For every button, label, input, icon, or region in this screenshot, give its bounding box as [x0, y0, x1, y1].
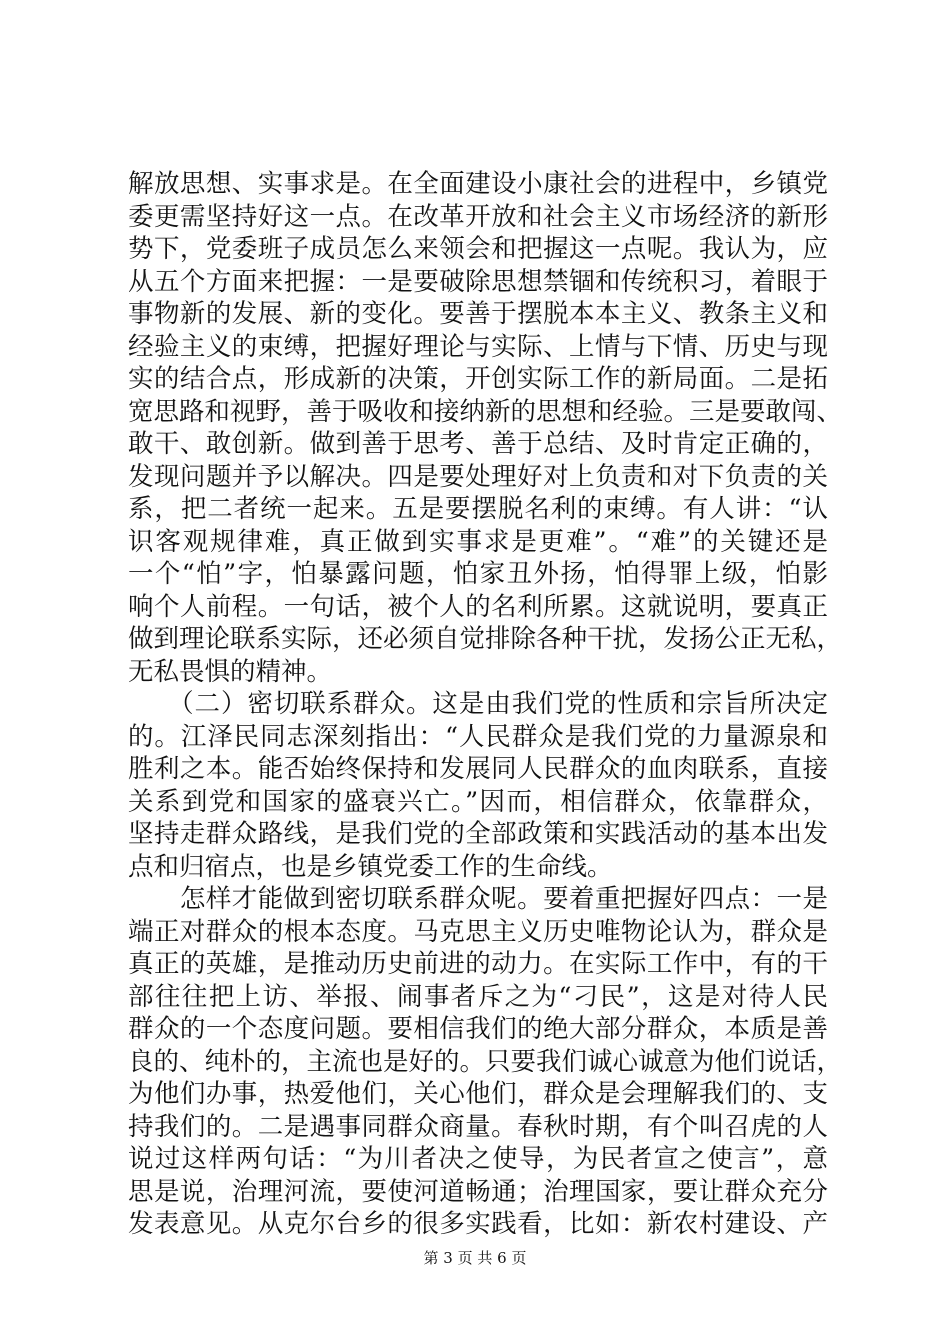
text-line: 胜利之本。能否始终保持和发展同人民群众的血肉联系，直接	[128, 754, 828, 784]
text-line: 说过这样两句话：“为川者决之使导，为民者宣之使言”，意	[128, 1144, 828, 1174]
text-line: 敢干、敢创新。做到善于思考、善于总结、及时肯定正确的，	[128, 429, 828, 459]
text-line: 系，把二者统一起来。五是要摆脱名利的束缚。有人讲：“认	[128, 494, 828, 524]
text-line: 为他们办事，热爱他们，关心他们，群众是会理解我们的、支	[128, 1079, 828, 1109]
text-line: 响个人前程。一句话，被个人的名利所累。这就说明，要真正	[128, 591, 828, 622]
text-line: 识客观规律难，真正做到实事求是更难”。“难”的关键还是	[128, 526, 828, 557]
text-line: 群众的一个态度问题。要相信我们的绝大部分群众，本质是善	[128, 1014, 828, 1044]
text-line: 委更需坚持好这一点。在改革开放和社会主义市场经济的新形	[128, 201, 828, 232]
page-footer: 第 3 页 共 6 页	[423, 1249, 527, 1267]
text-line: 经验主义的束缚，把握好理论与实际、上情与下情、历史与现	[128, 331, 828, 362]
text-line: 做到理论联系实际，还必须自觉排除各种干扰，发扬公正无私，	[128, 624, 843, 654]
text-line: 解放思想、实事求是。在全面建设小康社会的进程中，乡镇党	[128, 169, 828, 199]
text-line: 思是说，治理河流，要使河道畅通；治理国家，要让群众充分	[128, 1176, 828, 1207]
text-line: 无私畏惧的精神。	[128, 656, 333, 687]
text-line: 宽思路和视野，善于吸收和接纳新的思想和经验。三是要敢闯、	[128, 396, 843, 427]
text-line: 点和归宿点，也是乡镇党委工作的生命线。	[128, 851, 613, 882]
text-line: 真正的英雄，是推动历史前进的动力。在实际工作中，有的干	[128, 949, 828, 979]
text-line: 事物新的发展、新的变化。要善于摆脱本本主义、教条主义和	[128, 299, 828, 329]
text-line: 良的、纯朴的，主流也是好的。只要我们诚心诚意为他们说话，	[128, 1046, 843, 1077]
text-line: 发现问题并予以解决。四是要处理好对上负责和对下负责的关	[128, 461, 828, 492]
text-line: （二）密切联系群众。这是由我们党的性质和宗旨所决定	[128, 689, 828, 719]
text-line: 实的结合点，形成新的决策，开创实际工作的新局面。二是拓	[128, 364, 828, 394]
text-line: 一个“怕”字，怕暴露问题，怕家丑外扬，怕得罪上级，怕影	[128, 559, 828, 589]
text-line: 关系到党和国家的盛衰兴亡。”因而，相信群众，依靠群众，	[128, 786, 828, 817]
text-line: 从五个方面来把握：一是要破除思想禁锢和传统积习，着眼于	[128, 266, 828, 297]
text-line: 发表意见。从克尔台乡的很多实践看，比如：新农村建设、产	[128, 1209, 828, 1239]
text-line: 部往往把上访、举报、闹事者斥之为“刁民”，这是对待人民	[128, 981, 828, 1012]
document-body	[128, 168, 843, 1241]
text-line: 端正对群众的根本态度。马克思主义历史唯物论认为，群众是	[128, 916, 828, 947]
text-line: 怎样才能做到密切联系群众呢。要着重把握好四点：一是	[128, 884, 828, 914]
text-line: 的。江泽民同志深刻指出：“人民群众是我们党的力量源泉和	[128, 721, 828, 752]
text-line: 势下，党委班子成员怎么来领会和把握这一点呢。我认为，应	[128, 234, 828, 264]
text-line: 坚持走群众路线，是我们党的全部政策和实践活动的基本出发	[128, 819, 828, 849]
text-line: 持我们的。二是遇事同群众商量。春秋时期，有个叫召虎的人	[128, 1111, 828, 1142]
